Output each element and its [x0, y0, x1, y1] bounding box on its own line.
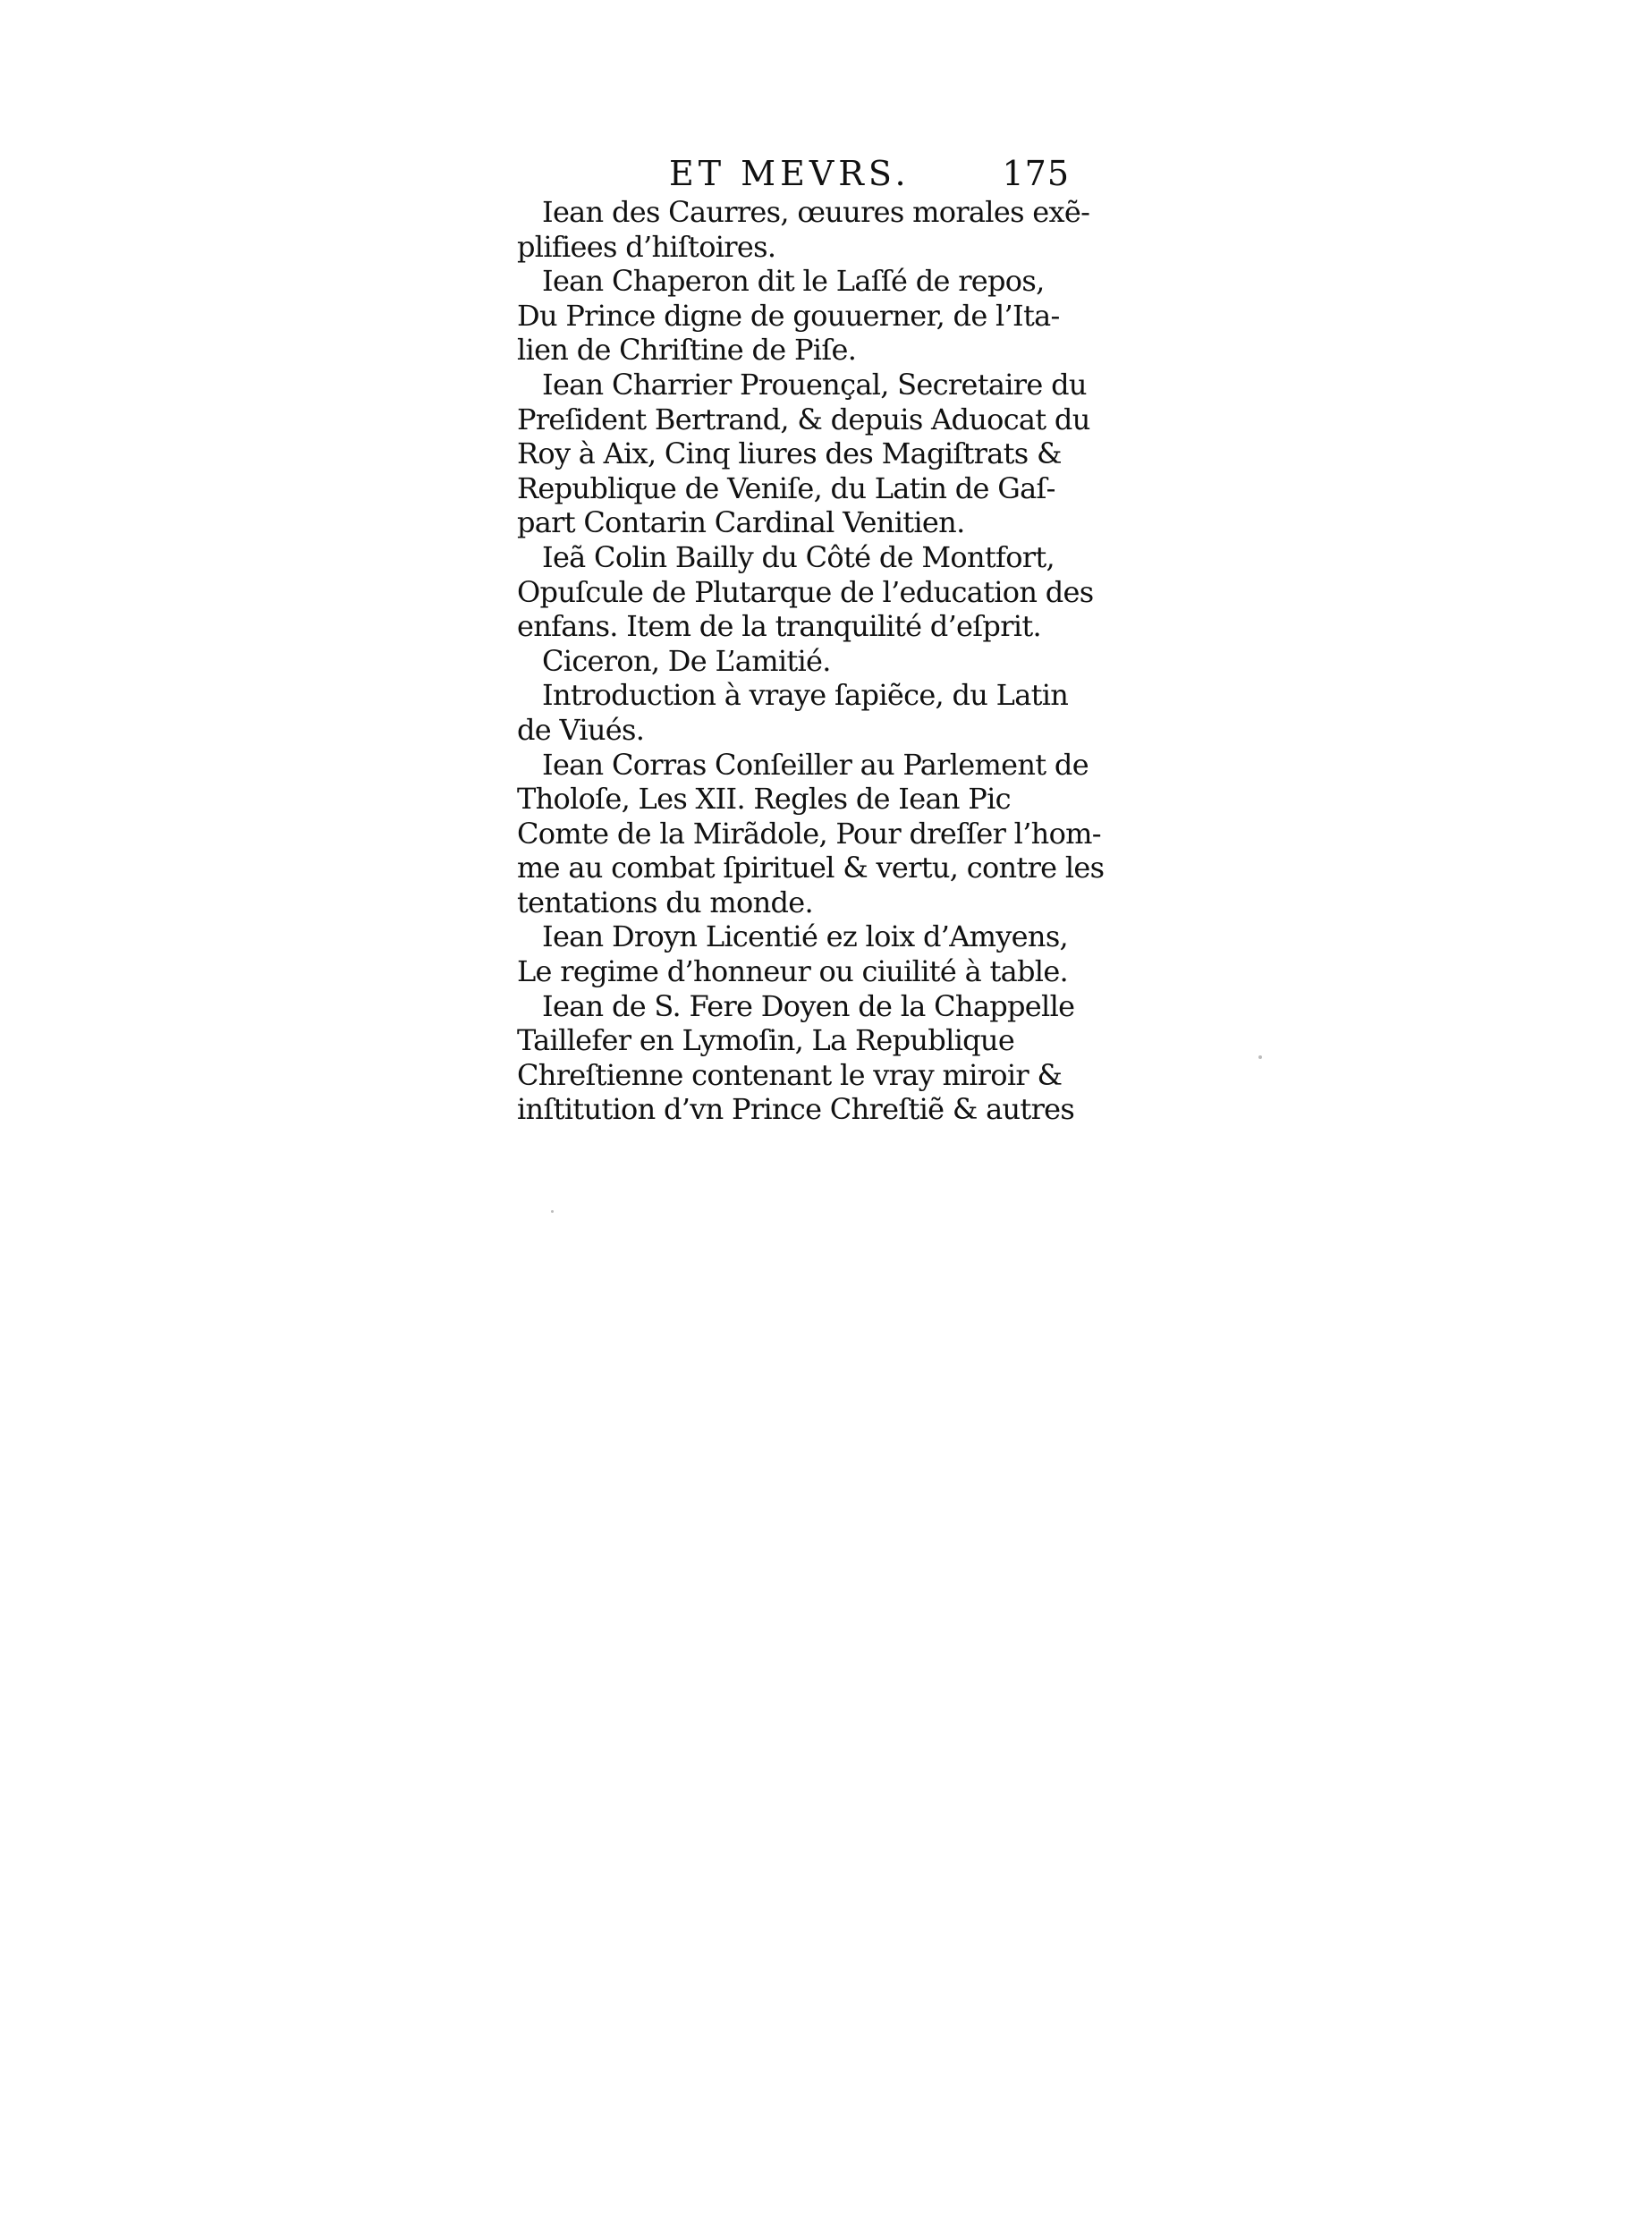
text-line: Roy à Aix, Cinq liures des Magiſtrats & — [517, 436, 1062, 471]
text-line: Republique de Veniſe, du Latin de Gaſ- — [517, 470, 1055, 505]
text-line: lien de Chriſtine de Piſe. — [517, 333, 857, 368]
text-line: Le regime d’honneur ou ciuilité à table. — [517, 954, 1069, 989]
text-line: part Contarin Cardinal Venitien. — [517, 505, 965, 540]
text-line: de Viués. — [517, 712, 645, 747]
text-line: Iean de S. Fere Doyen de la Chappelle — [542, 988, 1075, 1023]
text-line: Iean Chaperon dit le Laſſé de repos, — [542, 264, 1045, 299]
text-line: Preſident Bertrand, & depuis Aduocat du — [517, 402, 1090, 436]
text-line: enfans. Item de la tranquilité d’eſprit. — [517, 609, 1041, 644]
running-head — [517, 152, 1089, 195]
text-line: Iean Corras Conſeiller au Parlement de — [542, 747, 1089, 782]
text-line: Du Prince digne de gouuerner, de l’Ita- — [517, 298, 1060, 333]
text-line: Chreſtienne contenant le vray miroir & — [517, 1057, 1063, 1092]
paper-speck — [551, 1210, 554, 1213]
text-line: tentations du monde. — [517, 885, 813, 919]
page-number: 175 — [1002, 154, 1070, 193]
text-line: Comte de la Mirãdole, Pour dreſſer l’hom- — [517, 816, 1101, 851]
text-line: Introduction à vraye ſapiẽce, du Latin — [542, 678, 1069, 713]
text-line: Ciceron, De L’amitié. — [542, 643, 831, 678]
text-line: Ieã Colin Bailly du Côté de Montfort, — [542, 539, 1055, 574]
text-line: Iean des Caurres, œuures morales exẽ- — [542, 195, 1090, 229]
text-line: me au combat ſpirituel & vertu, contre les — [517, 851, 1105, 885]
text-line: Iean Charrier Prouençal, Secretaire du — [542, 367, 1087, 402]
text-line: Opuſcule de Plutarque de l’education des — [517, 574, 1094, 609]
text-line: Taillefer en Lymoſin, La Republique — [517, 1023, 1015, 1058]
text-line: inſtitution d’vn Prince Chreſtiẽ & autres — [517, 1092, 1075, 1127]
text-line: Tholoſe, Les XII. Regles de Iean Pic — [517, 782, 1011, 817]
text-line: plifiees d’hiſtoires. — [517, 229, 776, 264]
paper-speck — [1258, 1055, 1262, 1059]
text-block — [517, 152, 1105, 1127]
running-title: ET MEVRS. — [669, 154, 911, 193]
text-line: Iean Droyn Licentié ez loix d’Amyens, — [542, 919, 1069, 954]
